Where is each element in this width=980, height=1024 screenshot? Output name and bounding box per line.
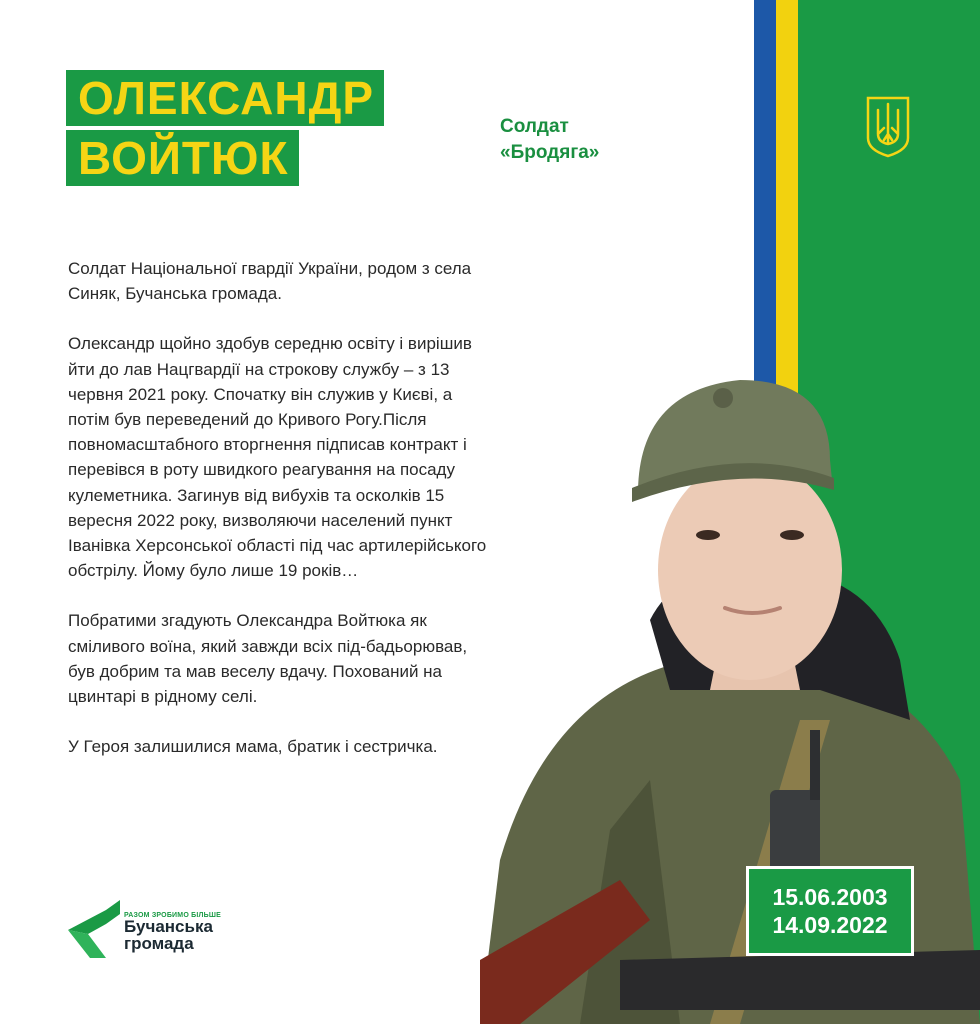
bio-paragraph: Побратими згадують Олександра Войтюка як сміливого воїна, який завжди всіх під-бадьорював, був добрим та мав веселу вдачу. Похований на цвинтарі в рідному селі. [68, 611, 468, 707]
rank-callsign [500, 114, 599, 166]
hero-name [66, 70, 384, 186]
tryzub-icon [864, 94, 912, 158]
logo-name-line1: Бучанська [124, 917, 213, 936]
birth-date: 15.06.2003 [772, 884, 888, 910]
flag-stripe-blue [754, 0, 776, 420]
logo-name-line2: громада [124, 934, 194, 953]
bio-paragraph: Олександр щойно здобув середню освіту і вирішив йти до лав Нацгвардії на строкову службу – з 13 червня 2021 року. Спочатку він служив у Києві, а потім був переведений до Кривого Рогу.Після повномасштабного вторгнення підписав контракт і перевівся в роту швидкого реагування на посаду кулеметника. Загинув від вибухів та осколків 15 вересня 2022 року, визволяючи населений пункт Іванівка Херсонської області під час артилерійського обстрілу. Йому було лише 19 років… [68, 334, 487, 581]
logo-tagline: РАЗОМ ЗРОБИМО БІЛЬШЕ [124, 912, 221, 919]
rank-label: Солдат [500, 116, 569, 137]
hero-name-last: ВОЙТЮК [66, 130, 299, 186]
death-date: 14.09.2022 [772, 912, 888, 938]
callsign-label: «Бродяга» [500, 142, 600, 163]
hero-name-first: ОЛЕКСАНДР [66, 70, 384, 126]
biography [68, 256, 488, 784]
bio-paragraph: У Героя залишилися мама, братик і сестричка. [68, 737, 438, 757]
flag-stripe-yellow [776, 0, 798, 420]
life-dates [746, 866, 914, 956]
bio-paragraph: Солдат Національної гвардії України, родом з села Синяк, Бучанська громада. [68, 259, 472, 304]
